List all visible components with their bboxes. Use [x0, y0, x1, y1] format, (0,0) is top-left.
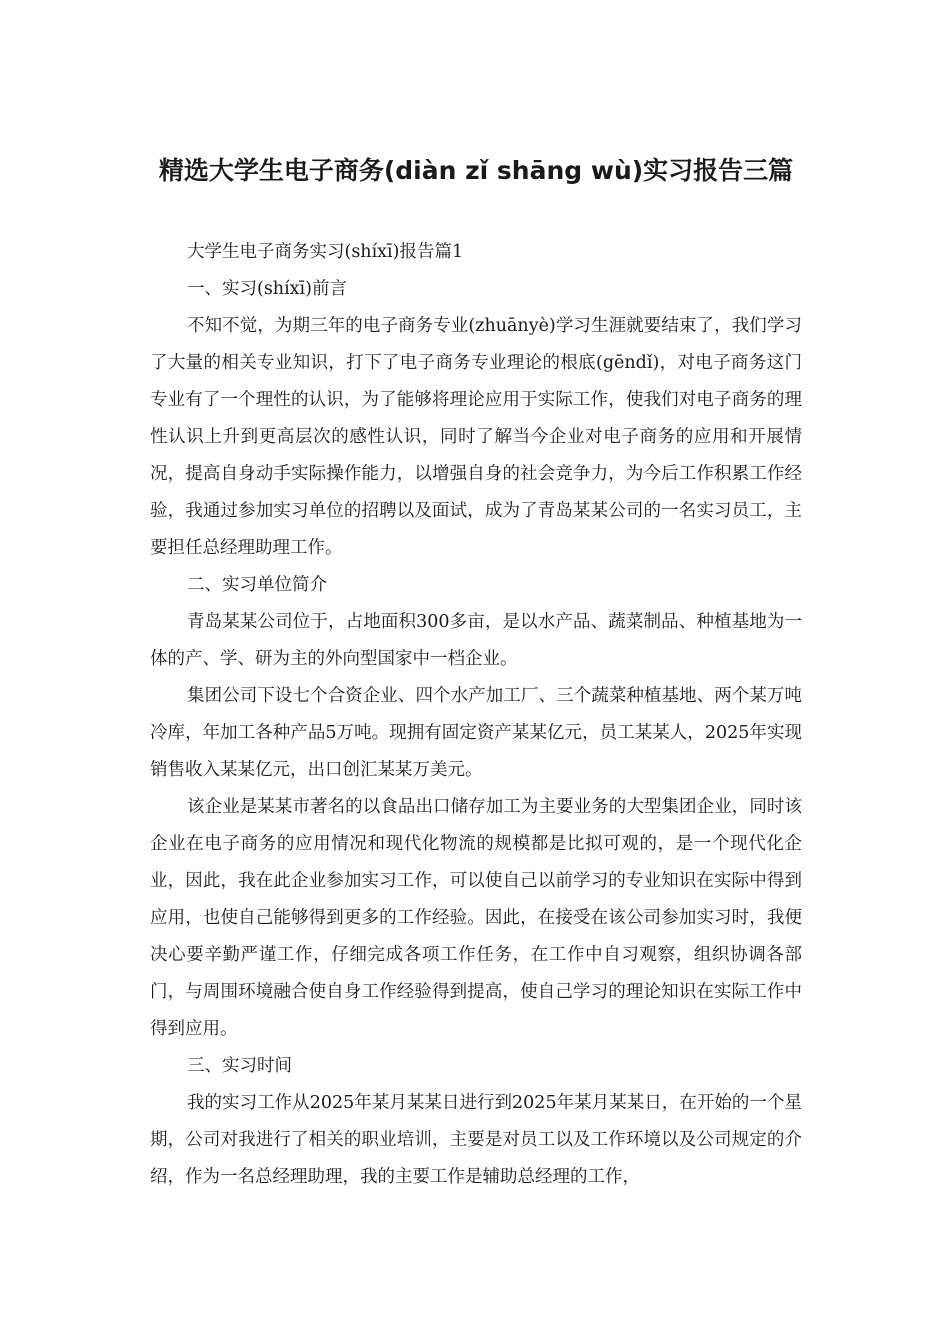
paragraph-preface: 不知不觉，为期三年的电子商务专业(zhuānyè)学习生涯就要结束了，我们学习了大量的相关专业知识，打下了电子商务专业理论的根底(gēndǐ)，对电子商务这门专业有了一个理性的认识，为了能够将理论应用于实际工作，使我们对电子商务的理性认识上升到更高层次的感性认识，同时了解当今企业对电子商务的应用和开展情况，提高自身动手实际操作能力，以增强自身的社会竞争力，为今后工作积累工作经验，我通过参加实习单位的招聘以及面试，成为了青岛某某公司的一名实习员工，主要担任总经理助理工作。: [150, 316, 802, 558]
report-subtitle: 大学生电子商务实习(shíxī)报告篇1: [187, 242, 464, 262]
paragraph-company-description: 该企业是某某市著名的以食品出口储存加工为主要业务的大型集团企业，同时该企业在电子商务的应用情况和现代化物流的规模都是比拟可观的，是一个现代化企业，因此，我在此企业参加实习工作，可以使自己以前学习的专业知识在实际中得到应用，也使自己能够得到更多的工作经验。因此，在接受在该公司参加实习时，我便决心要辛勤严谨工作，仔细完成各项工作任务，在工作中自习观察，组织协调各部门，与周围环境融合使自身工作经验得到提高，使自己学习的理论知识在实际工作中得到应用。: [150, 797, 802, 1039]
document-body: [150, 234, 802, 1196]
paragraph-company-location: 青岛某某公司位于，占地面积300多亩，是以水产品、蔬菜制品、种植基地为一体的产、学、研为主的外向型国家中一档企业。: [150, 612, 802, 669]
section-heading-internship-time: 三、实习时间: [187, 1056, 292, 1076]
paragraph-company-group: 集团公司下设七个合资企业、四个水产加工厂、三个蔬菜种植基地、两个某万吨冷库，年加工各种产品5万吨。现拥有固定资产某某亿元，员工某某人，2025年实现销售收入某某亿元，出口创汇某某万美元。: [150, 686, 802, 780]
section-heading-company-intro: 二、实习单位简介: [187, 575, 327, 595]
document-title: 精选大学生电子商务(diàn zǐ shāng wù)实习报告三篇: [158, 156, 794, 185]
paragraph-internship-time: 我的实习工作从2025年某月某某日进行到2025年某月某某日，在开始的一个星期，公司对我进行了相关的职业培训，主要是对员工以及工作环境以及公司规定的介绍，作为一名总经理助理，我的主要工作是辅助总经理的工作，: [150, 1093, 802, 1187]
section-heading-preface: 一、实习(shíxī)前言: [187, 279, 347, 299]
